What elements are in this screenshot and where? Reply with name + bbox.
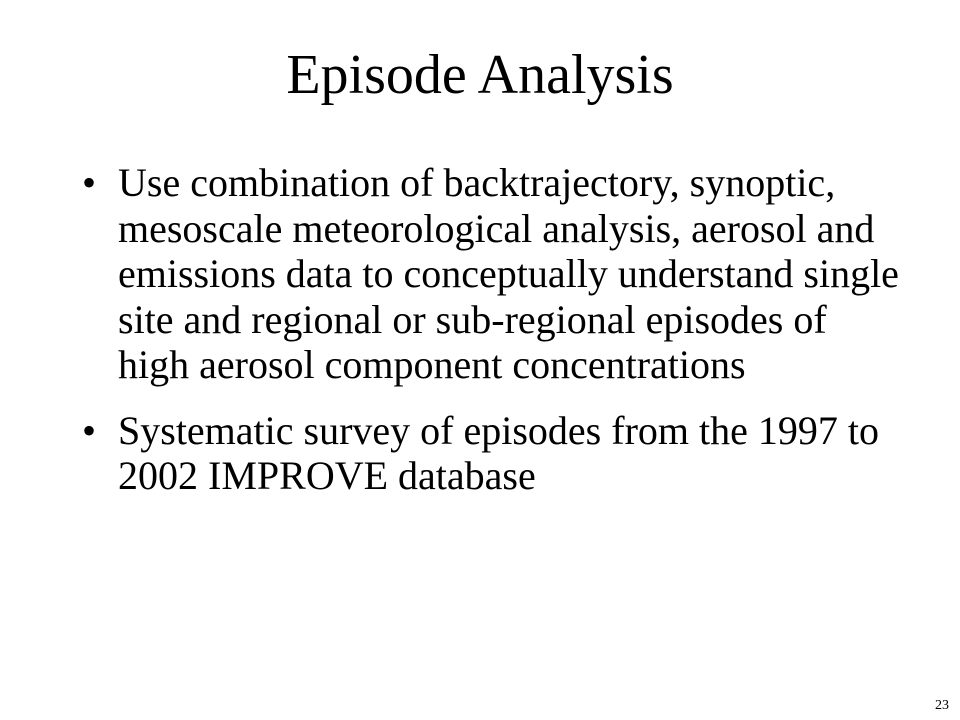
bullet-text: Use combination of backtrajectory, synoptic, mesoscale meteorological analysis, aerosol and emissions data to conceptually understand single site and regional or sub-regional episodes of high aerosol component concentrations — [118, 160, 899, 387]
bullet-dot-icon: • — [82, 407, 97, 453]
bullet-text: Systematic survey of episodes from the 1997 to 2002 IMPROVE database — [118, 407, 879, 498]
page-number: 23 — [935, 698, 949, 713]
slide-title: Episode Analysis — [286, 44, 674, 106]
bullet-dot-icon: • — [82, 160, 97, 205]
bullet-item — [82, 408, 902, 499]
bullet-list — [82, 160, 902, 519]
bullet-item — [82, 160, 902, 388]
